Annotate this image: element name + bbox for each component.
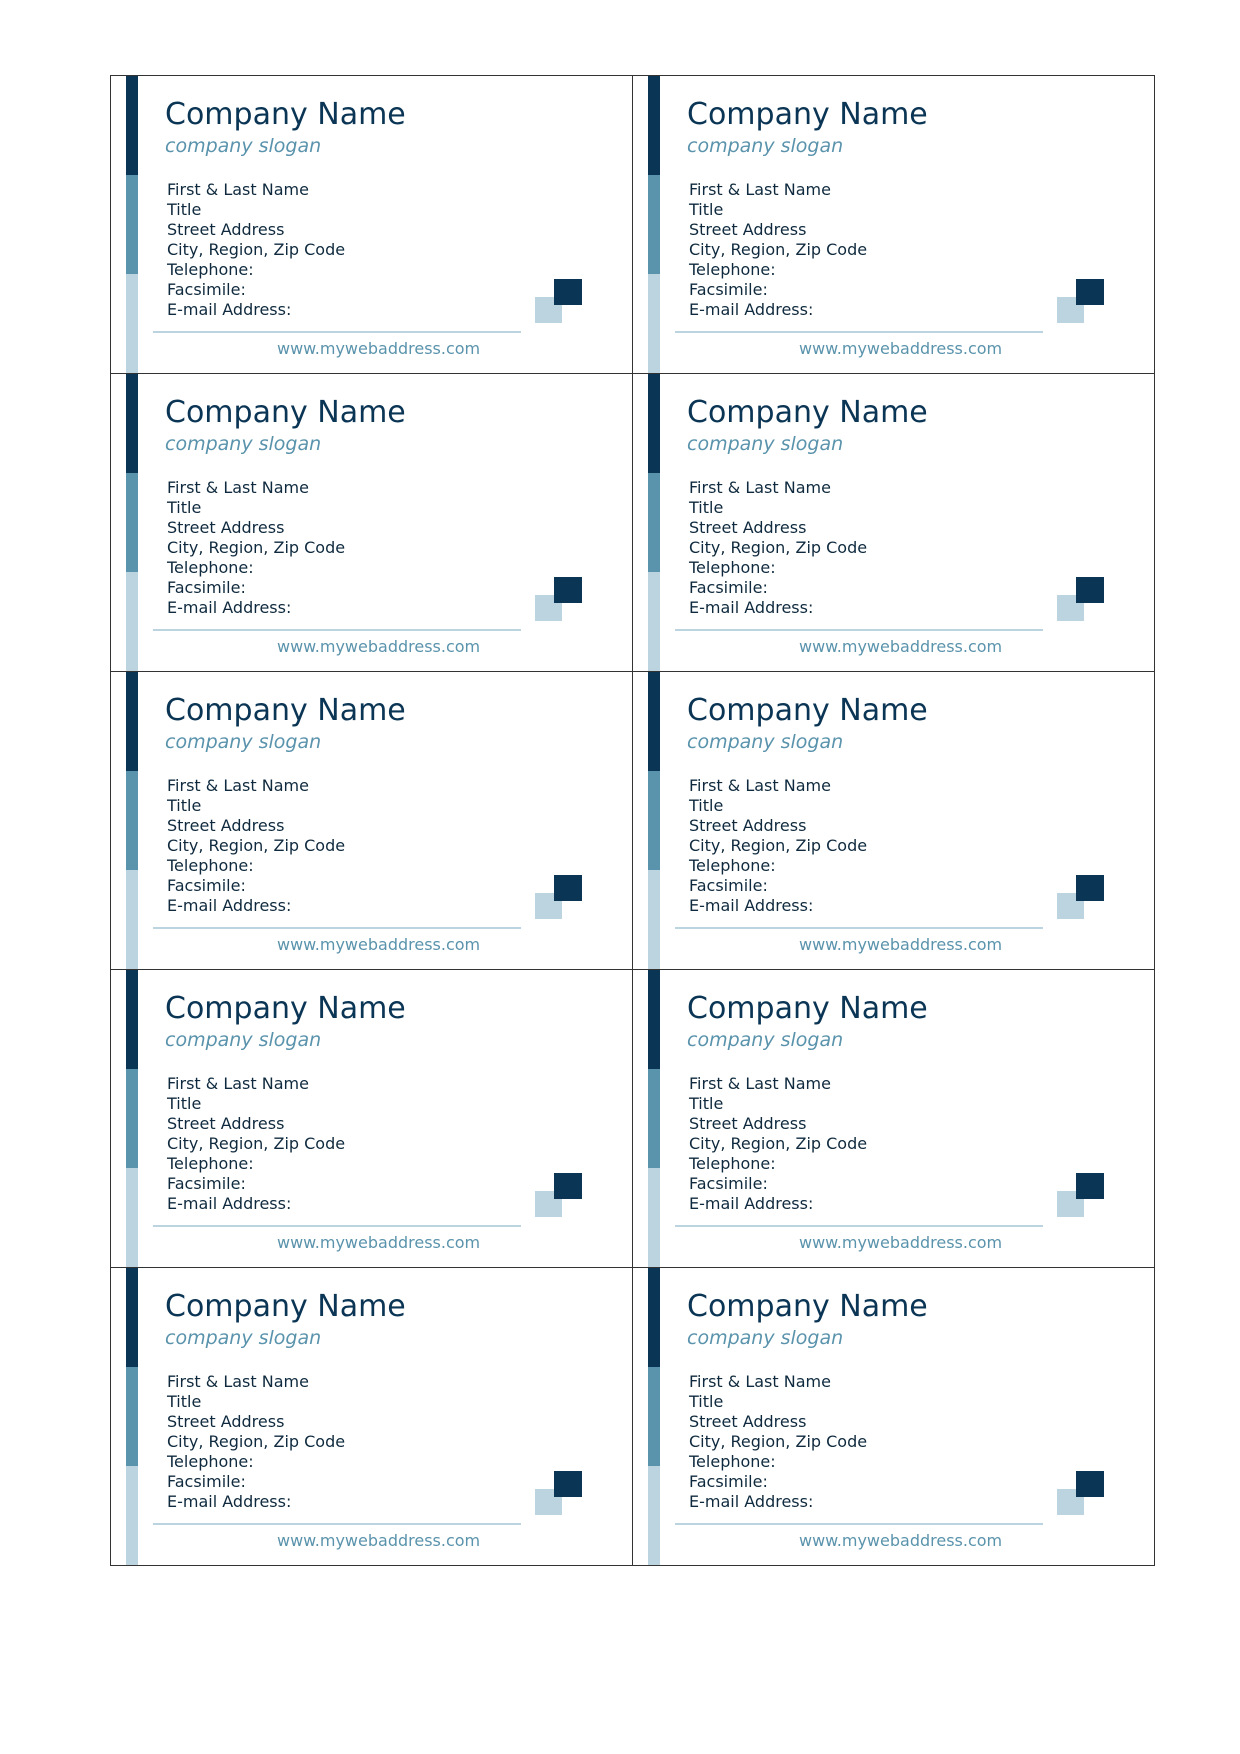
divider-line	[675, 629, 1043, 631]
person-name: First & Last Name	[167, 1074, 309, 1093]
stripe-dark-segment	[648, 374, 660, 473]
stripe-light-segment	[648, 870, 660, 969]
company-slogan: company slogan	[165, 1029, 322, 1051]
company-slogan: company slogan	[687, 135, 844, 157]
divider-line	[153, 331, 521, 333]
city-region-zip: City, Region, Zip Code	[689, 836, 868, 855]
web-address: www.mywebaddress.com	[277, 1531, 481, 1550]
logo-dark-square	[1076, 1173, 1104, 1199]
web-address: www.mywebaddress.com	[277, 637, 481, 656]
logo-dark-square	[554, 1471, 582, 1497]
stripe-light-segment	[126, 1466, 138, 1565]
business-card	[632, 969, 1155, 1268]
company-name: Company Name	[165, 693, 406, 728]
city-region-zip: City, Region, Zip Code	[689, 538, 868, 557]
contact-details	[167, 180, 345, 320]
city-region-zip: City, Region, Zip Code	[689, 240, 868, 259]
company-name: Company Name	[687, 991, 928, 1026]
facsimile-label: Facsimile:	[689, 280, 768, 299]
job-title: Title	[689, 498, 724, 517]
stripe-dark-segment	[648, 76, 660, 175]
logo-dark-square	[554, 875, 582, 901]
stripe-dark-segment	[126, 76, 138, 175]
company-name: Company Name	[687, 395, 928, 430]
stripe-light-segment	[126, 572, 138, 671]
divider-line	[153, 1225, 521, 1227]
web-address: www.mywebaddress.com	[799, 1233, 1003, 1252]
company-slogan: company slogan	[165, 1327, 322, 1349]
street-address: Street Address	[167, 220, 285, 239]
telephone-label: Telephone:	[689, 558, 776, 577]
color-stripe	[126, 1268, 138, 1565]
logo-dark-square	[554, 577, 582, 603]
business-card	[632, 1267, 1155, 1566]
color-stripe	[126, 374, 138, 671]
business-card	[110, 373, 633, 672]
stripe-light-segment	[126, 870, 138, 969]
company-slogan: company slogan	[687, 433, 844, 455]
email-label: E-mail Address:	[167, 1194, 292, 1213]
person-name: First & Last Name	[689, 776, 831, 795]
divider-line	[153, 1523, 521, 1525]
web-address: www.mywebaddress.com	[799, 339, 1003, 358]
person-name: First & Last Name	[167, 478, 309, 497]
street-address: Street Address	[689, 1114, 807, 1133]
person-name: First & Last Name	[689, 1074, 831, 1093]
stripe-dark-segment	[126, 970, 138, 1069]
company-name: Company Name	[165, 991, 406, 1026]
stripe-dark-segment	[126, 1268, 138, 1367]
business-card	[110, 75, 633, 374]
divider-line	[675, 1523, 1043, 1525]
facsimile-label: Facsimile:	[167, 1472, 246, 1491]
contact-details	[689, 1372, 867, 1512]
job-title: Title	[167, 200, 202, 219]
company-slogan: company slogan	[165, 135, 322, 157]
person-name: First & Last Name	[167, 180, 309, 199]
company-slogan: company slogan	[165, 731, 322, 753]
person-name: First & Last Name	[689, 1372, 831, 1391]
telephone-label: Telephone:	[689, 1452, 776, 1471]
job-title: Title	[167, 1094, 202, 1113]
color-stripe	[648, 76, 660, 373]
city-region-zip: City, Region, Zip Code	[167, 240, 346, 259]
divider-line	[153, 927, 521, 929]
stripe-light-segment	[648, 1168, 660, 1267]
facsimile-label: Facsimile:	[167, 1174, 246, 1193]
street-address: Street Address	[689, 220, 807, 239]
business-card	[110, 969, 633, 1268]
stripe-mid-segment	[126, 771, 138, 870]
divider-line	[675, 331, 1043, 333]
telephone-label: Telephone:	[167, 558, 254, 577]
stripe-light-segment	[648, 274, 660, 373]
facsimile-label: Facsimile:	[689, 876, 768, 895]
stripe-mid-segment	[648, 1069, 660, 1168]
city-region-zip: City, Region, Zip Code	[167, 538, 346, 557]
divider-line	[675, 927, 1043, 929]
stripe-light-segment	[648, 1466, 660, 1565]
person-name: First & Last Name	[167, 1372, 309, 1391]
color-stripe	[126, 76, 138, 373]
job-title: Title	[167, 796, 202, 815]
stripe-light-segment	[126, 1168, 138, 1267]
divider-line	[675, 1225, 1043, 1227]
city-region-zip: City, Region, Zip Code	[689, 1134, 868, 1153]
city-region-zip: City, Region, Zip Code	[167, 1134, 346, 1153]
facsimile-label: Facsimile:	[689, 1174, 768, 1193]
job-title: Title	[167, 1392, 202, 1411]
business-card	[110, 1267, 633, 1566]
city-region-zip: City, Region, Zip Code	[167, 836, 346, 855]
facsimile-label: Facsimile:	[167, 876, 246, 895]
street-address: Street Address	[167, 1114, 285, 1133]
stripe-mid-segment	[648, 473, 660, 572]
person-name: First & Last Name	[689, 180, 831, 199]
email-label: E-mail Address:	[167, 896, 292, 915]
color-stripe	[126, 672, 138, 969]
stripe-dark-segment	[648, 1268, 660, 1367]
street-address: Street Address	[167, 1412, 285, 1431]
contact-details	[167, 1372, 345, 1512]
facsimile-label: Facsimile:	[167, 578, 246, 597]
street-address: Street Address	[689, 1412, 807, 1431]
color-stripe	[126, 970, 138, 1267]
job-title: Title	[689, 796, 724, 815]
business-card-sheet	[110, 75, 1154, 1565]
email-label: E-mail Address:	[689, 1492, 814, 1511]
company-slogan: company slogan	[165, 433, 322, 455]
company-name: Company Name	[165, 395, 406, 430]
email-label: E-mail Address:	[689, 598, 814, 617]
job-title: Title	[689, 200, 724, 219]
telephone-label: Telephone:	[167, 856, 254, 875]
email-label: E-mail Address:	[167, 1492, 292, 1511]
stripe-mid-segment	[126, 1069, 138, 1168]
company-name: Company Name	[687, 1289, 928, 1324]
logo-dark-square	[554, 279, 582, 305]
color-stripe	[648, 672, 660, 969]
contact-details	[689, 1074, 867, 1214]
email-label: E-mail Address:	[689, 896, 814, 915]
telephone-label: Telephone:	[689, 260, 776, 279]
facsimile-label: Facsimile:	[689, 1472, 768, 1491]
telephone-label: Telephone:	[689, 856, 776, 875]
stripe-light-segment	[648, 572, 660, 671]
stripe-dark-segment	[126, 374, 138, 473]
web-address: www.mywebaddress.com	[277, 935, 481, 954]
company-name: Company Name	[687, 97, 928, 132]
logo-dark-square	[1076, 1471, 1104, 1497]
company-name: Company Name	[165, 97, 406, 132]
logo-dark-square	[1076, 875, 1104, 901]
color-stripe	[648, 374, 660, 671]
telephone-label: Telephone:	[167, 1452, 254, 1471]
business-card	[632, 671, 1155, 970]
city-region-zip: City, Region, Zip Code	[167, 1432, 346, 1451]
person-name: First & Last Name	[167, 776, 309, 795]
web-address: www.mywebaddress.com	[799, 1531, 1003, 1550]
logo-dark-square	[1076, 577, 1104, 603]
contact-details	[689, 776, 867, 916]
person-name: First & Last Name	[689, 478, 831, 497]
city-region-zip: City, Region, Zip Code	[689, 1432, 868, 1451]
stripe-dark-segment	[648, 970, 660, 1069]
telephone-label: Telephone:	[167, 1154, 254, 1173]
email-label: E-mail Address:	[167, 300, 292, 319]
stripe-mid-segment	[126, 1367, 138, 1466]
street-address: Street Address	[689, 816, 807, 835]
street-address: Street Address	[689, 518, 807, 537]
stripe-mid-segment	[648, 771, 660, 870]
logo-dark-square	[554, 1173, 582, 1199]
stripe-dark-segment	[648, 672, 660, 771]
company-slogan: company slogan	[687, 1327, 844, 1349]
contact-details	[167, 478, 345, 618]
street-address: Street Address	[167, 518, 285, 537]
telephone-label: Telephone:	[167, 260, 254, 279]
company-slogan: company slogan	[687, 731, 844, 753]
email-label: E-mail Address:	[689, 300, 814, 319]
business-card	[632, 373, 1155, 672]
stripe-light-segment	[126, 274, 138, 373]
company-name: Company Name	[687, 693, 928, 728]
web-address: www.mywebaddress.com	[799, 637, 1003, 656]
web-address: www.mywebaddress.com	[277, 339, 481, 358]
divider-line	[153, 629, 521, 631]
contact-details	[689, 180, 867, 320]
business-card	[110, 671, 633, 970]
company-slogan: company slogan	[687, 1029, 844, 1051]
job-title: Title	[689, 1094, 724, 1113]
job-title: Title	[689, 1392, 724, 1411]
job-title: Title	[167, 498, 202, 517]
email-label: E-mail Address:	[167, 598, 292, 617]
street-address: Street Address	[167, 816, 285, 835]
facsimile-label: Facsimile:	[689, 578, 768, 597]
company-name: Company Name	[165, 1289, 406, 1324]
stripe-mid-segment	[648, 175, 660, 274]
web-address: www.mywebaddress.com	[799, 935, 1003, 954]
stripe-mid-segment	[126, 175, 138, 274]
email-label: E-mail Address:	[689, 1194, 814, 1213]
color-stripe	[648, 1268, 660, 1565]
contact-details	[167, 776, 345, 916]
telephone-label: Telephone:	[689, 1154, 776, 1173]
facsimile-label: Facsimile:	[167, 280, 246, 299]
contact-details	[689, 478, 867, 618]
stripe-mid-segment	[648, 1367, 660, 1466]
logo-dark-square	[1076, 279, 1104, 305]
web-address: www.mywebaddress.com	[277, 1233, 481, 1252]
color-stripe	[648, 970, 660, 1267]
stripe-mid-segment	[126, 473, 138, 572]
business-card	[632, 75, 1155, 374]
contact-details	[167, 1074, 345, 1214]
stripe-dark-segment	[126, 672, 138, 771]
